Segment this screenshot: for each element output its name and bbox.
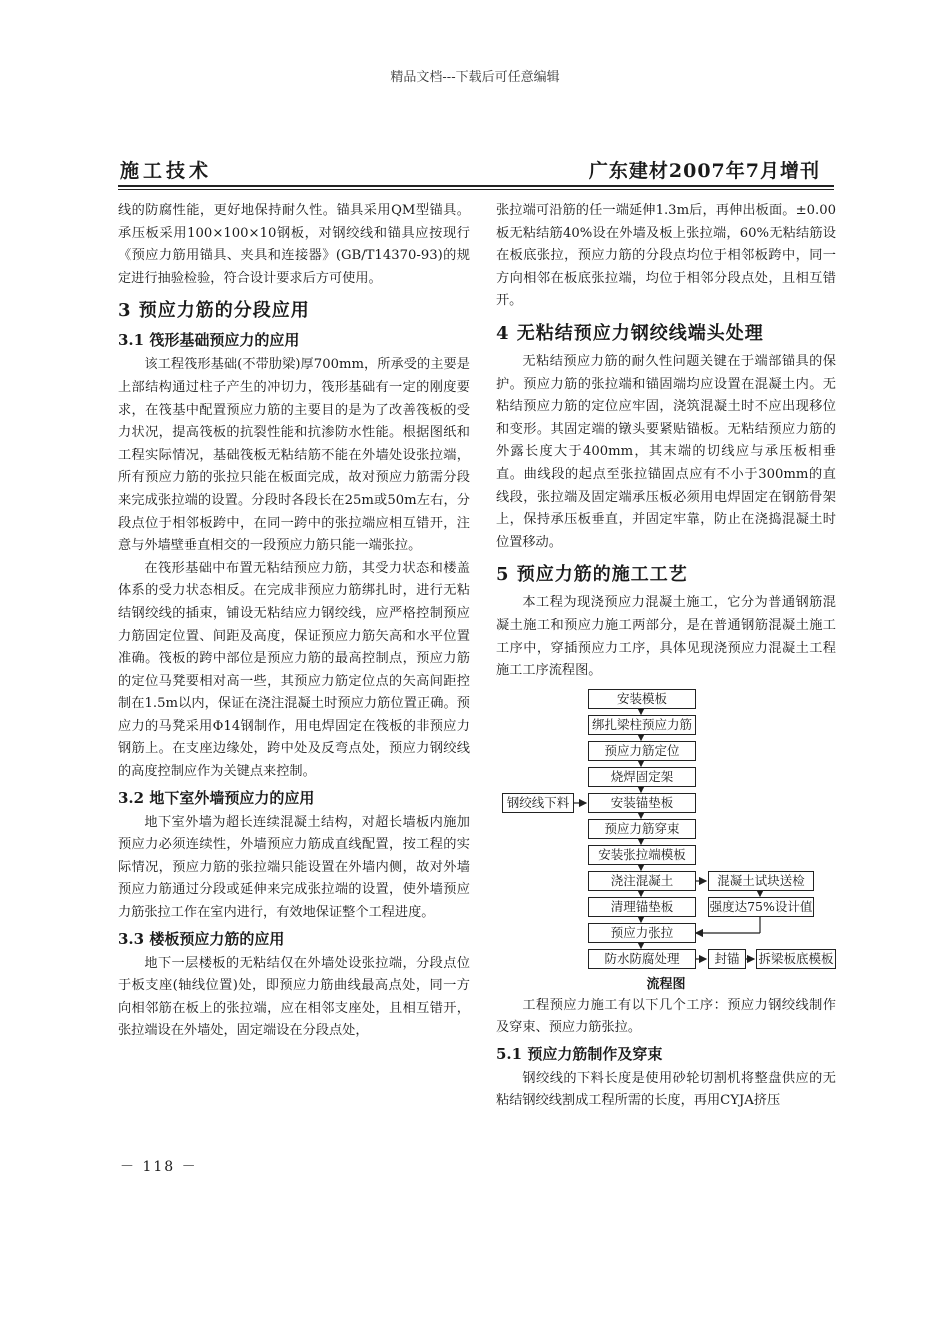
section-heading: 3 预应力筋的分段应用	[118, 300, 310, 322]
page-number: － 118 －	[120, 1159, 198, 1175]
subsection-heading: 3.2 地下室外墙预应力的应用	[118, 788, 315, 807]
paragraph: 张拉端可沿筋的任一端延伸1.3m后，再伸出板面。±0.00板无粘结筋40%设在外墙及板上张拉端，60%无粘结筋设在板底张拉，预应力筋的分段点均位于相邻板跨中，同一方向相邻在板底张拉端，均位于相邻分段点处，且相互错开。	[496, 203, 836, 309]
flow-step: 安装张拉端模板	[588, 845, 696, 865]
paragraph: 本工程为现浇预应力混凝土施工，它分为普通钢筋混凝土施工和预应力施工两部分，是在普通钢筋混凝土施工工序中，穿插预应力工序，具体见现浇预应力混凝土工程施工工序流程图。	[496, 595, 836, 679]
top-note: 精品文档---下载后可任意编辑	[390, 70, 560, 85]
paragraph: 地下室外墙为超长连续混凝土结构，对超长墙板内施加预应力必须连续性，外墙预应力筋成直线配置，按工程的实际情况，预应力筋的张拉端只能设置在外墙内侧，故对外墙预应力筋通过分段或延伸来完成张拉端的设置，使外墙预应力筋张拉工作在室内进行，有效地保证整个工程进度。	[118, 814, 470, 921]
flow-step: 预应力张拉	[588, 923, 696, 943]
section-heading: 5 预应力筋的施工工艺	[496, 564, 688, 586]
paragraph: 线的防腐性能，更好地保持耐久性。锚具采用QM型锚具。承压板采用100×100×10钢板，对钢绞线和锚具应按现行《预应力筋用锚具、夹具和连接器》(GB/T14370-93)的规定进行抽验检验，符合设计要求后方可使用。	[118, 203, 470, 286]
paragraph: 该工程筏形基础(不带肋梁)厚700mm，所承受的主要是上部结构通过柱子产生的冲切力，筏形基础有一定的刚度要求，在筏基中配置预应力筋的主要目的是为了改善筏板的受力状况，提高筏板的抗裂性能和抗渗防水性能。根据图纸和工程实际情况，基础筏板无粘结筋不能在外墙处设张拉端，所有预应力筋的张拉只能在板面完成，故对预应力筋需分段来完成张拉端的设置。分段时各段长在25m或50m左右，分段点位于相邻板跨中，在同一跨中的张拉端应相互错开，注意与外墙壁垂直相交的一段预应力筋只能一端张拉。	[118, 357, 470, 554]
subsection-heading: 3.1 筏形基础预应力的应用	[118, 331, 300, 350]
subsection-heading: 3.3 楼板预应力筋的应用	[118, 929, 285, 948]
flow-step: 安装锚垫板	[588, 793, 696, 813]
paragraph: 在筏形基础中布置无粘结预应力筋，其受力状态和楼盖体系的受力状态相反。在完成非预应力筋绑扎时，进行无粘结钢绞线的插束，铺设无粘结应力钢绞线，应严格控制预应力筋固定位置、间距及高度，保证预应力筋矢高和水平位置准确。筏板的跨中部位是预应力筋的最高控制点，预应力筋的定位马凳要相对高一些，其预应力筋定位点的矢高间距控制在1.5m以内，保证在浇注混凝土时预应力筋位置正确。预应力的马凳采用Φ14钢制作，用电焊固定在筏板的非预应力钢筋上。在支座边缘处，跨中处及反弯点处，预应力钢绞线的高度控制应作为关键点来控制。	[118, 560, 470, 780]
left-column	[118, 200, 470, 1043]
right-column-top	[496, 200, 836, 683]
paragraph: 地下一层楼板的无粘结仅在外墙处设张拉端，分段点位于板支座(轴线位置)处，即预应力筋曲线最高点处，同一方向相邻筋在板上的张拉端，应在相邻支座处，且相互错开，张拉端设在外墙处，固定端设在分段点处，	[118, 955, 470, 1039]
right-column-bottom	[496, 995, 836, 1113]
flow-input-step: 钢绞线下料	[502, 793, 574, 813]
header-rule	[118, 185, 834, 190]
running-header-section: 施工技术	[120, 160, 213, 182]
flow-side-step: 混凝土试块送检	[708, 871, 814, 891]
flowchart-caption: 流程图	[646, 976, 686, 992]
process-flowchart	[496, 687, 836, 973]
flow-step: 浇注混凝土	[588, 871, 696, 891]
paragraph: 钢绞线的下料长度是使用砂轮切割机将整盘供应的无粘结钢绞线割成工程所需的长度，再用CYJA挤压	[496, 1070, 836, 1109]
flow-step: 防水防腐处理	[588, 949, 696, 969]
subsection-heading: 5.1 预应力筋制作及穿束	[496, 1044, 663, 1063]
flow-side-step: 强度达75%设计值	[708, 897, 814, 917]
running-header-journal: 广东建材2007年7月增刊	[588, 160, 820, 182]
section-heading: 4 无粘结预应力钢绞线端头处理	[496, 322, 764, 344]
flow-end-step: 拆梁板底模板	[756, 949, 836, 969]
paragraph: 无粘结预应力筋的耐久性问题关键在于端部锚具的保护。预应力筋的张拉端和锚固端均应设置在混凝土内。无粘结预应力筋的定位应牢固，浇筑混凝土时不应出现移位和变形。其固定端的镦头要紧贴锚板。无粘结预应力筋的外露长度大于400mm，其末端的切线应与承压板相垂直。曲线段的起点至张拉锚固点应有不小于300mm的直线段，张拉端及固定端承压板必须用电焊固定在钢筋骨架上，保持承压板垂直，并固定牢靠，防止在浇捣混凝土时位置移动。	[496, 353, 836, 550]
paragraph: 工程预应力施工有以下几个工序：预应力钢绞线制作及穿束、预应力筋张拉。	[496, 997, 836, 1036]
flow-step: 清理锚垫板	[588, 897, 696, 917]
flow-step: 绑扎梁柱预应力筋	[588, 715, 696, 735]
flow-step: 烧焊固定架	[588, 767, 696, 787]
right-column	[496, 200, 836, 1113]
flow-step: 预应力筋定位	[588, 741, 696, 761]
flow-step: 安装模板	[588, 689, 696, 709]
flow-end-step: 封锚	[708, 949, 746, 969]
flow-step: 预应力筋穿束	[588, 819, 696, 839]
